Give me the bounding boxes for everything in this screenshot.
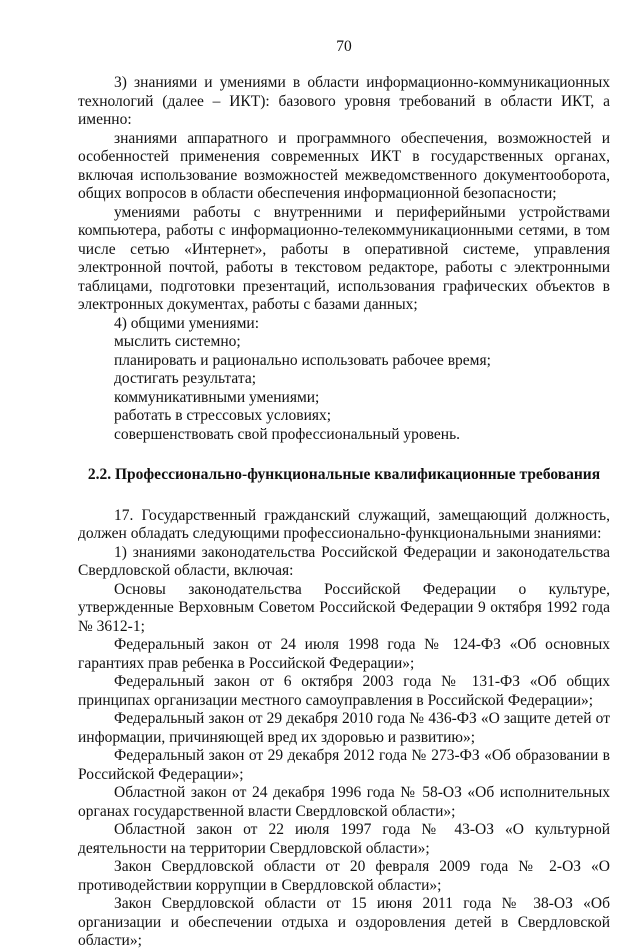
- law-item: Федеральный закон от 24 июля 1998 года № 124-ФЗ «Об основных гарантиях прав ребенка в Российской Федерации»;: [78, 636, 610, 672]
- law-item: Областной закон от 22 июля 1997 года № 43-ОЗ «О культурной деятельности на территории Свердловской области»;: [78, 821, 610, 857]
- document-page: [78, 38, 610, 951]
- list-item: совершенствовать свой профессиональный уровень.: [114, 425, 461, 443]
- paragraph: 4) общими умениями:: [114, 314, 259, 332]
- list-item: мыслить системно;: [114, 333, 241, 350]
- law-item: Федеральный закон от 29 декабря 2012 года № 273-ФЗ «Об образовании в Российской Федерации»;: [78, 747, 610, 783]
- list-item: коммуникативными умениями;: [114, 388, 320, 406]
- paragraph: 1) знаниями законодательства Российской Федерации и законодательства Свердловской области, включая:: [78, 543, 610, 579]
- law-item: Федеральный закон от 29 декабря 2010 года № 436-ФЗ «О защите детей от информации, причиняющей вред их здоровью и развитию»;: [78, 710, 610, 746]
- list-item: достигать результата;: [114, 370, 257, 387]
- page-number: 70: [336, 38, 352, 55]
- paragraph: умениями работы с внутренними и периферийными устройствами компьютера, работы с информационно-телекоммуникационными сетями, в том числе сетью «Интернет», работы в оперативной системе, управления электронной почтой, работы в текстовом редакторе, работы с электронными таблицами, подготовки презентаций, использования графических объектов в электронных документах, работы с базами данных;: [78, 203, 610, 313]
- section-ikt-skills: [78, 74, 610, 444]
- paragraph: 17. Государственный гражданский служащий, замещающий должность, должен обладать следующими профессионально-функциональными знаниями:: [78, 506, 610, 542]
- law-item: Областной закон от 24 декабря 1996 года № 58-ОЗ «Об исполнительных органах государственной власти Свердловской области»;: [78, 784, 610, 820]
- section-heading: 2.2. Профессионально-функциональные квалификационные требования: [87, 466, 601, 483]
- law-item: Основы законодательства Российской Федерации о культуре, утвержденные Верховным Советом Российской Федерации 9 октября 1992 года № 3612-1;: [78, 580, 610, 635]
- list-item: работать в стрессовых условиях;: [114, 407, 332, 424]
- law-item: Федеральный закон от 6 октября 2003 года № 131-ФЗ «Об общих принципах организации местного самоуправления в Российской Федерации»;: [78, 673, 610, 709]
- law-item: Закон Свердловской области от 20 февраля 2009 года № 2-ОЗ «О противодействии коррупции в Свердловской области»;: [78, 858, 610, 894]
- paragraph: 3) знаниями и умениями в области информационно-коммуникационных технологий (далее – ИКТ): базового уровня требований в области ИКТ, а именно:: [78, 74, 610, 128]
- list-item: планировать и рационально использовать рабочее время;: [114, 351, 491, 369]
- section-professional-requirements: [78, 507, 610, 951]
- paragraph: знаниями аппаратного и программного обеспечения, возможностей и особенностей применения современных ИКТ в государственных органах, включая использование возможностей межведомственного документооборота, общих вопросов в области обеспечения информационной безопасности;: [78, 129, 610, 202]
- law-item: Закон Свердловской области от 15 июня 2011 года № 38-ОЗ «Об организации и обеспечении отдыха и оздоровления детей в Свердловской области»;: [78, 895, 610, 949]
